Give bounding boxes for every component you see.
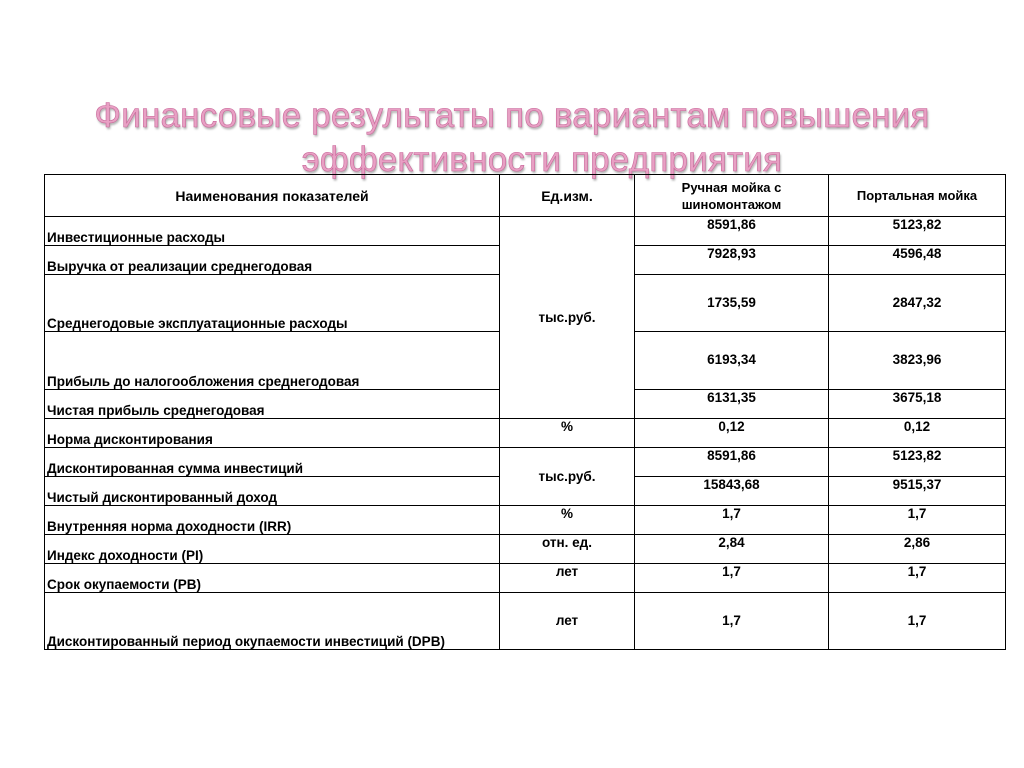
row-portal-value: 1,7 [829, 564, 1006, 593]
row-manual-value: 1,7 [635, 564, 829, 593]
row-unit: % [500, 506, 635, 535]
row-name: Инвестиционные расходы [45, 217, 500, 246]
row-name: Индекс доходности (PI) [45, 535, 500, 564]
table-row [45, 419, 1006, 448]
row-unit: тыс.руб. [500, 448, 635, 506]
row-portal-value: 1,7 [829, 506, 1006, 535]
row-name: Внутренняя норма доходности (IRR) [45, 506, 500, 535]
row-manual-value: 8591,86 [635, 217, 829, 246]
table-row [45, 506, 1006, 535]
row-unit: тыс.руб. [500, 217, 635, 419]
header-manual-wash: Ручная мойка с шиномонтажом [635, 175, 829, 217]
row-manual-value: 15843,68 [635, 477, 829, 506]
row-unit: лет [500, 593, 635, 650]
row-portal-value: 3675,18 [829, 390, 1006, 419]
row-name: Срок окупаемости (PB) [45, 564, 500, 593]
financial-results-table [44, 174, 1006, 650]
row-name: Выручка от реализации среднегодовая [45, 246, 500, 275]
table-row [45, 593, 1006, 650]
row-portal-value: 5123,82 [829, 217, 1006, 246]
table-row [45, 217, 1006, 246]
header-unit: Ед.изм. [500, 175, 635, 217]
row-manual-value: 8591,86 [635, 448, 829, 477]
row-manual-value: 0,12 [635, 419, 829, 448]
table-row [45, 535, 1006, 564]
row-name: Дисконтированная сумма инвестиций [45, 448, 500, 477]
table-row [45, 564, 1006, 593]
row-manual-value: 7928,93 [635, 246, 829, 275]
row-unit: % [500, 419, 635, 448]
row-manual-value: 6131,35 [635, 390, 829, 419]
row-name: Прибыль до налогообложения среднегодовая [45, 332, 500, 390]
row-manual-value: 2,84 [635, 535, 829, 564]
row-manual-value: 1,7 [635, 506, 829, 535]
row-portal-value: 2,86 [829, 535, 1006, 564]
title-line-1: Финансовые результаты по вариантам повышения [94, 96, 930, 135]
row-manual-value: 1,7 [635, 593, 829, 650]
slide-title [0, 94, 1024, 182]
row-unit: лет [500, 564, 635, 593]
row-portal-value: 4596,48 [829, 246, 1006, 275]
row-name: Чистая прибыль среднегодовая [45, 390, 500, 419]
row-name: Чистый дисконтированный доход [45, 477, 500, 506]
table-row [45, 448, 1006, 477]
title-line-2: эффективности предприятия [301, 140, 783, 179]
row-portal-value: 2847,32 [829, 275, 1006, 332]
row-portal-value: 1,7 [829, 593, 1006, 650]
row-manual-value: 6193,34 [635, 332, 829, 390]
row-name: Норма дисконтирования [45, 419, 500, 448]
table-header-row [45, 175, 1006, 217]
row-portal-value: 0,12 [829, 419, 1006, 448]
row-portal-value: 9515,37 [829, 477, 1006, 506]
row-portal-value: 5123,82 [829, 448, 1006, 477]
row-name: Дисконтированный период окупаемости инвестиций (DPB) [45, 593, 500, 650]
row-name: Среднегодовые эксплуатационные расходы [45, 275, 500, 332]
header-name: Наименования показателей [45, 175, 500, 217]
row-manual-value: 1735,59 [635, 275, 829, 332]
row-unit: отн. ед. [500, 535, 635, 564]
row-portal-value: 3823,96 [829, 332, 1006, 390]
header-portal-wash: Портальная мойка [829, 175, 1006, 217]
